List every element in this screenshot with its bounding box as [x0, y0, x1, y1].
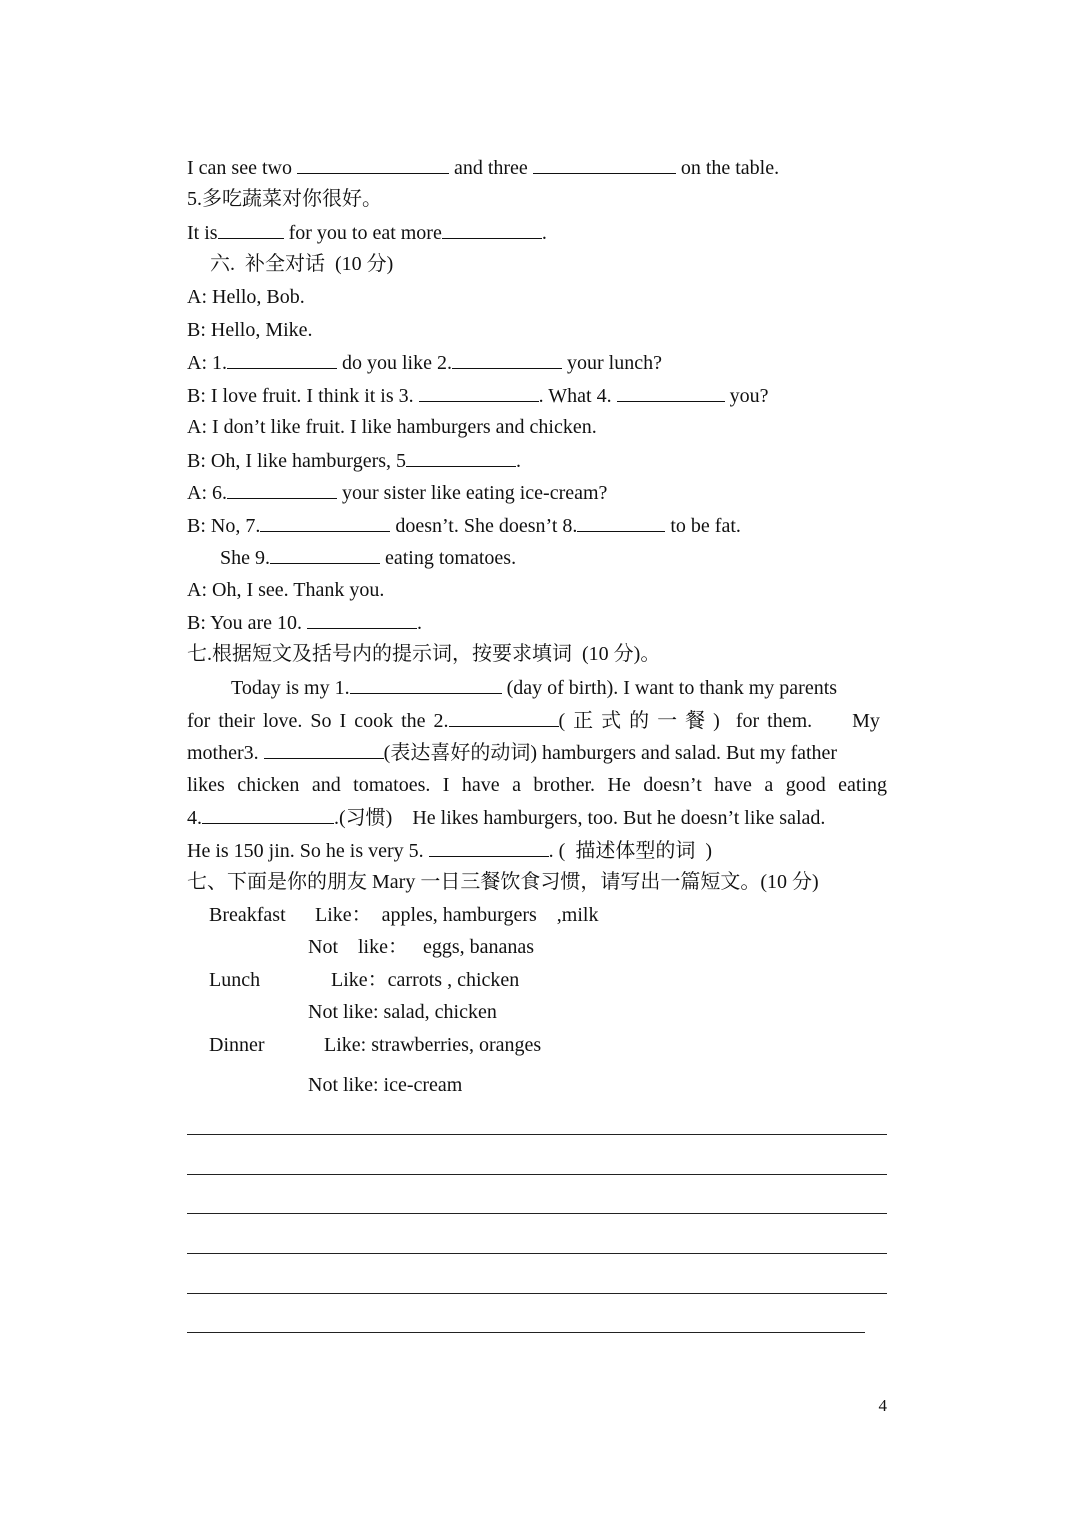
- text: It is: [187, 222, 218, 244]
- text: (表达喜好的动词) hamburgers and salad. But my father: [383, 742, 838, 764]
- dialog-line: A: I don’t like fruit. I like hamburgers and chicken.: [187, 416, 597, 438]
- blank-field[interactable]: [533, 155, 676, 174]
- text: B: Oh, I like hamburgers, 5: [187, 450, 407, 472]
- text: (day of birth). I want to thank my parents: [501, 677, 838, 699]
- writing-line[interactable]: [187, 1253, 887, 1254]
- blank-field[interactable]: [577, 513, 665, 532]
- dialog-line: [187, 480, 607, 505]
- text: .: [417, 612, 423, 634]
- dialog-line: [187, 350, 662, 375]
- dialog-line: A: Oh, I see. Thank you.: [187, 579, 385, 601]
- writing-line[interactable]: [187, 1213, 887, 1214]
- writing-line[interactable]: [187, 1174, 887, 1175]
- dialog-line: [187, 383, 769, 408]
- text: for you to eat more: [283, 222, 442, 244]
- text: ( 正 式 的 一 餐 ) for them. My: [558, 710, 880, 732]
- meal-like: Like： apples, hamburgers ,milk: [315, 904, 599, 926]
- dialog-line: B: Hello, Mike.: [187, 319, 313, 341]
- text: She 9.: [220, 547, 270, 569]
- blank-field[interactable]: [617, 383, 725, 402]
- blank-field[interactable]: [449, 708, 559, 727]
- meal-notlike: Not like: ice-cream: [308, 1074, 463, 1096]
- blank-field[interactable]: [452, 350, 562, 369]
- text: to be fat.: [665, 515, 741, 537]
- q5-title: 5.多吃蔬菜对你很好。: [187, 188, 382, 210]
- text: on the table.: [675, 157, 780, 179]
- blank-field[interactable]: [429, 838, 549, 857]
- blank-field[interactable]: [307, 610, 417, 629]
- dialog-line: A: Hello, Bob.: [187, 286, 305, 308]
- blank-field[interactable]: [218, 220, 284, 239]
- passage-line: [231, 675, 837, 700]
- text: you?: [724, 385, 769, 407]
- passage-line: [187, 708, 880, 733]
- text: and three: [448, 157, 533, 179]
- text: your lunch?: [562, 352, 662, 374]
- page-number: 4: [878, 1396, 887, 1415]
- writing-line[interactable]: [187, 1134, 887, 1135]
- text: doesn’t. She doesn’t 8.: [390, 515, 578, 537]
- blank-field[interactable]: [227, 350, 337, 369]
- text: A: 1.: [187, 352, 227, 374]
- blank-field[interactable]: [270, 545, 380, 564]
- passage-line: [187, 805, 825, 830]
- text: mother3.: [187, 742, 264, 764]
- meal-like: Like: strawberries, oranges: [324, 1034, 542, 1056]
- text: your sister like eating ice-cream?: [337, 482, 608, 504]
- blank-field[interactable]: [350, 675, 502, 694]
- writing-line[interactable]: [187, 1293, 887, 1294]
- text: . ( 描述体型的词 ): [548, 840, 712, 862]
- text: He is 150 jin. So he is very 5.: [187, 840, 429, 862]
- meal-notlike: Not like： eggs, bananas: [308, 936, 535, 958]
- text: .(习惯) He likes hamburgers, too. But he doesn’t like salad.: [334, 807, 826, 829]
- dialog-line: [187, 610, 422, 635]
- blank-field[interactable]: [227, 480, 337, 499]
- q4-line: [187, 155, 779, 180]
- blank-field[interactable]: [406, 448, 516, 467]
- section7a-title: 七.根据短文及括号内的提示词，按要求填词 (10 分)。: [187, 643, 661, 665]
- writing-line[interactable]: [187, 1332, 865, 1333]
- meal-label-breakfast: Breakfast: [209, 904, 286, 926]
- blank-field[interactable]: [260, 513, 390, 532]
- text: .: [516, 450, 522, 472]
- meal-notlike: Not like: salad, chicken: [308, 1001, 497, 1023]
- passage-line: [187, 838, 712, 863]
- blank-field[interactable]: [297, 155, 449, 174]
- blank-field[interactable]: [264, 740, 384, 759]
- text: .: [541, 222, 547, 244]
- passage-line: likes chicken and tomatoes. I have a brother. He doesn’t have a good eating: [187, 774, 887, 796]
- section6-title: 六. 补全对话 (10 分): [210, 253, 394, 275]
- q5-line: [187, 220, 547, 245]
- meal-like: Like：carrots , chicken: [331, 969, 520, 991]
- text: do you like 2.: [337, 352, 452, 374]
- text: Today is my 1.: [231, 677, 350, 699]
- text: B: No, 7.: [187, 515, 261, 537]
- section7b-title: 七、下面是你的朋友 Mary 一日三餐饮食习惯，请写出一篇短文。(10 分): [187, 871, 819, 893]
- dialog-line: [187, 513, 741, 538]
- passage-line: [187, 740, 837, 765]
- blank-field[interactable]: [442, 220, 542, 239]
- meal-label-lunch: Lunch: [209, 969, 261, 991]
- meal-label-dinner: Dinner: [209, 1034, 265, 1056]
- text: B: I love fruit. I think it is 3.: [187, 385, 419, 407]
- text: eating tomatoes.: [380, 547, 517, 569]
- blank-field[interactable]: [202, 805, 334, 824]
- text: for their love. So I cook the 2.: [187, 710, 449, 732]
- text: 4.: [187, 807, 202, 829]
- dialog-line: [220, 545, 516, 570]
- blank-field[interactable]: [419, 383, 539, 402]
- text: I can see two: [187, 157, 297, 179]
- text: . What 4.: [538, 385, 617, 407]
- dialog-line: [187, 448, 521, 473]
- text: A: 6.: [187, 482, 227, 504]
- text: B: You are 10.: [187, 612, 308, 634]
